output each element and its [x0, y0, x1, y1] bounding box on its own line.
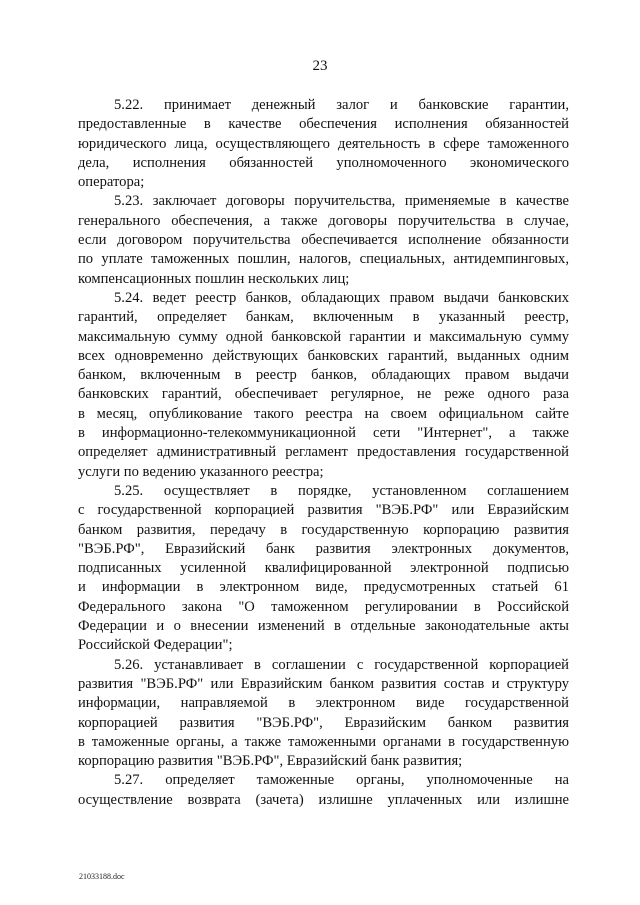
text-line: в таможенные органы, а также таможенными органами в государственную — [78, 733, 569, 750]
text-line: корпорацией развития "ВЭБ.РФ", Евразийским банком развития — [78, 714, 569, 731]
text-line: корпорацию развития "ВЭБ.РФ", Евразийский банк развития; — [78, 753, 463, 770]
file-name-footer: 21033188.doc — [79, 872, 125, 881]
text-line: осуществление возврата (зачета) излишне уплаченных или излишне — [78, 791, 569, 808]
text-line: в месяц, опубликование такого реестра на своем официальном сайте — [78, 405, 569, 422]
page-number: 23 — [312, 58, 328, 74]
text-line: услуги по ведению указанного реестра; — [78, 463, 324, 480]
text-line: 5.23. заключает договоры поручительства, применяемые в качестве — [114, 193, 569, 210]
text-line: юридического лица, осуществляющего деятельность в сфере таможенного — [78, 135, 569, 152]
text-line: в информационно-телекоммуникационной сети "Интернет", а также — [78, 425, 569, 442]
paragraph-5-25 — [78, 482, 569, 656]
text-line: максимальную сумму одной банковской гарантии и максимальную сумму — [78, 328, 569, 345]
document-body — [78, 96, 569, 810]
text-line: 5.26. устанавливает в соглашении с государственной корпорацией — [114, 656, 569, 673]
text-line: генерального обеспечения, а также договоры поручительства в случае, — [78, 212, 569, 229]
text-line: с государственной корпорацией развития "ВЭБ.РФ" или Евразийским — [78, 502, 569, 519]
text-line: Российской Федерации"; — [78, 637, 233, 654]
text-line: оператора; — [78, 174, 145, 191]
text-line: банком, включенным в реестр банков, обладающих правом выдачи — [78, 367, 569, 384]
text-line: Федерального закона "О таможенном регулировании в Российской — [78, 598, 569, 615]
paragraph-5-23 — [78, 192, 569, 288]
text-line: 5.27. определяет таможенные органы, уполномоченные на — [114, 772, 569, 789]
text-line: по уплате таможенных пошлин, налогов, специальных, антидемпинговых, — [78, 251, 569, 268]
text-line: предоставленные в качестве обеспечения исполнения обязанностей — [78, 116, 569, 133]
paragraph-5-24 — [78, 289, 569, 482]
paragraph-5-26 — [78, 656, 569, 772]
text-line: 5.24. ведет реестр банков, обладающих правом выдачи банковских — [114, 289, 569, 306]
text-line: определяет административный регламент предоставления государственной — [78, 444, 569, 461]
text-line: "ВЭБ.РФ", Евразийский банк развития электронных документов, — [78, 540, 569, 557]
text-line: развития "ВЭБ.РФ" или Евразийским банком развития состав и структуру — [78, 675, 569, 692]
paragraph-5-27 — [78, 771, 569, 810]
text-line: 5.25. осуществляет в порядке, установленном соглашением — [114, 482, 569, 499]
text-line: и информации в электронном виде, предусмотренных статьей 61 — [78, 579, 569, 596]
text-line: 5.22. принимает денежный залог и банковские гарантии, — [114, 97, 569, 113]
text-line: дела, исполнения обязанностей уполномоченного экономического — [78, 154, 569, 171]
text-line: банковских гарантий, обеспечивает регулярное, не реже одного раза — [78, 386, 569, 403]
text-line: информации, направляемой в электронном виде государственной — [78, 695, 569, 712]
text-line: Федерации и о внесении изменений в отдельные законодательные акты — [78, 618, 569, 635]
text-line: если договором поручительства обеспечивается исполнение обязанности — [78, 232, 569, 249]
text-line: гарантий, определяет банкам, включенным в указанный реестр, — [78, 309, 569, 326]
text-line: подписанных усиленной квалифицированной электронной подписью — [78, 560, 569, 577]
paragraph-5-22 — [78, 96, 569, 192]
text-line: банком развития, передачу в государственную корпорацию развития — [78, 521, 569, 538]
text-line: всех одновременно действующих банковских гарантий, выданных одним — [78, 347, 569, 364]
text-line: компенсационных пошлин нескольких лиц; — [78, 270, 350, 287]
